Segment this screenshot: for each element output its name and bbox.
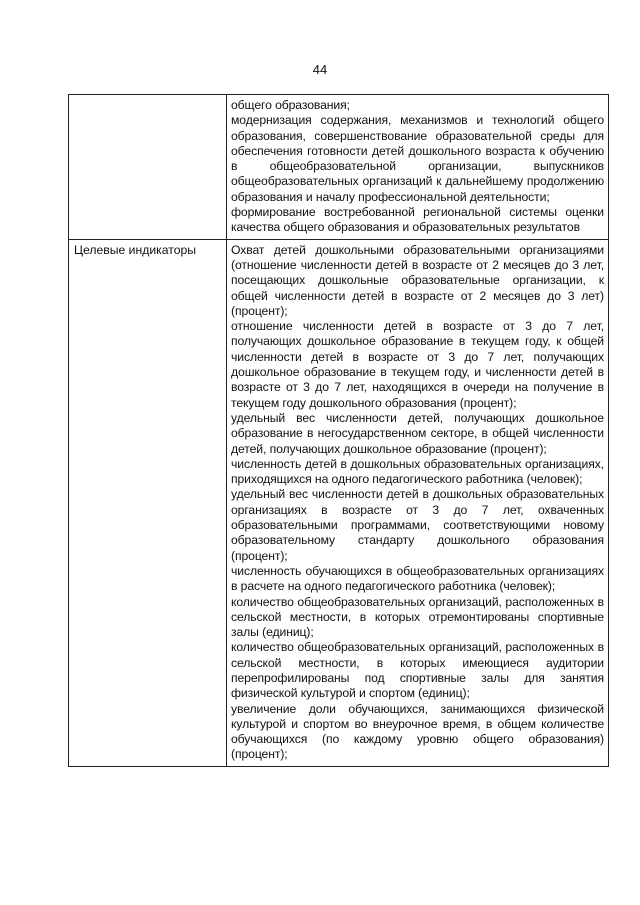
list-item: общего образования; (231, 98, 350, 112)
list-item: увеличение доли обучающихся, занимающихся физической культурой и спортом во внеурочное время, в общем количестве обучающихся (по каждому уровню общего образования) (процент); (231, 701, 604, 762)
row-content (227, 240, 608, 766)
table-row (69, 95, 608, 239)
list-item: удельный вес численности детей в дошкольных образовательных организациях в возрасте от 3 до 7 лет, охваченных образовательными программами, соответствующими новому образовательному стандарту дошкольного образования (процент); (231, 487, 604, 563)
page-number: 44 (312, 62, 328, 77)
list-item: Охват детей дошкольными образовательными организациями (отношение численности детей в возрасте от 2 месяцев до 3 лет, посещающих дошкольные образовательные организации, к общей численности детей в возрасте от 2 месяцев до 3 лет) (процент); (231, 242, 604, 318)
list-item: численность детей в дошкольных образовательных организациях, приходящихся на одного педагогического работника (человек); (231, 456, 604, 487)
list-item: количество общеобразовательных организаций, расположенных в сельской местности, в которых отремонтированы спортивные залы (единиц); (231, 594, 604, 640)
list-item: формирование востребованной региональной системы оценки качества общего образования и образовательных результатов (231, 205, 604, 235)
list-item: отношение численности детей в возрасте от 3 до 7 лет, получающих дошкольное образование в текущем году, к общей численности детей в возрасте от 3 до 7 лет, получающих дошкольное образование в текущем году, и численности детей в возрасте от 3 до 7 лет, находящихся в очереди на получение в текущем году дошкольного образования (процент); (231, 319, 604, 410)
list-item: удельный вес численности детей, получающих дошкольное образование в негосударственном секторе, в общей численности детей, получающих дошкольное образование (процент); (231, 410, 604, 456)
program-table (68, 94, 609, 767)
list-item: модернизация содержания, механизмов и технологий общего образования, совершенствование образовательной среды для обеспечения готовности детей дошкольного возраста к обучению в общеобразовательной организации, выпускников общеобразовательных организаций к дальнейшему продолжению образования и началу профессиональной деятельности; (231, 113, 604, 204)
list-item: количество общеобразовательных организаций, расположенных в сельской местности, в которых имеющиеся аудитории перепрофилированы под спортивные залы для занятия физической культурой и спортом (единиц); (231, 640, 604, 701)
row-label (69, 95, 227, 239)
row-label: Целевые индикаторы (69, 240, 227, 766)
row-content (227, 95, 608, 239)
table-row (69, 239, 608, 766)
list-item: численность обучающихся в общеобразовательных организациях в расчете на одного педагогического работника (человек); (231, 563, 604, 594)
